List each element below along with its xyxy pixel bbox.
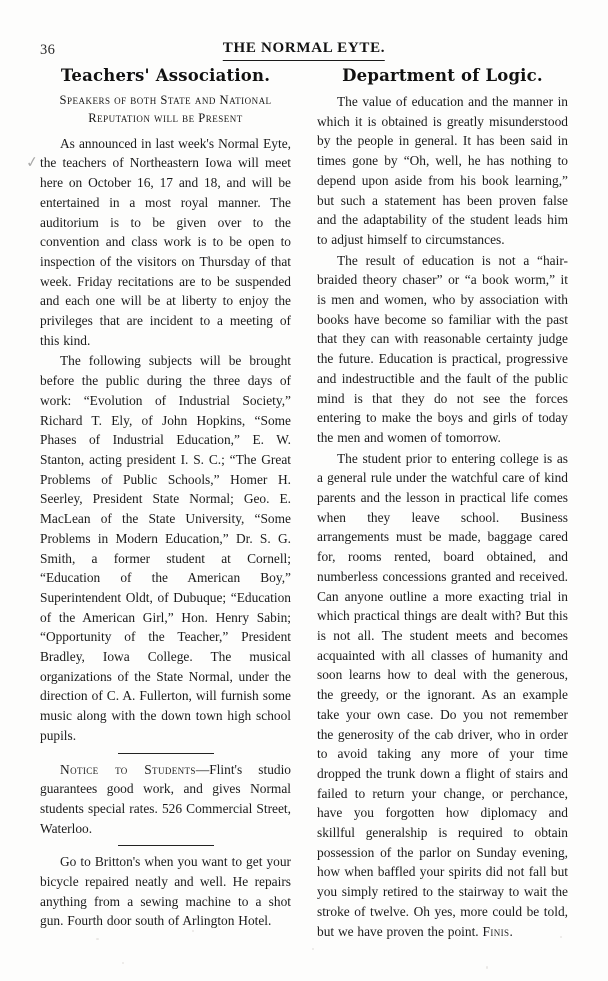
- publication-title: THE NORMAL EYTE.: [223, 40, 385, 61]
- section-divider-rule: [118, 845, 214, 846]
- advertisement-paragraph: Go to Britton's when you want to get your bicycle repaired neatly and well. He repairs anything from a sewing machine to a shot gun. Fourth door south of Arlington Hotel.: [40, 854, 291, 929]
- notice-paragraph: [40, 760, 291, 839]
- paragraph: The following subjects will be brought before the public during the three days of work: “Evolution of Industrial Society,” Richard T. Ely, of John Hopkins, “Some Phases of Industrial Education,” E. W. Stanton, acting president I. S. C.; “The Great Problems of Public Schools,” Homer H. Seerley, President State Normal; Geo. E. MacLean of the State University, “Some Problems in Modern Education,” Dr. S. G. Smith, a former student at Cornell; “Education of the American Boy,” Superintendent Oldt, of Dubuque; “Education of the American Girl,” Hon. Henry Sabin; “Opportunity of the Teacher,” President Bradley, Iowa College. The musical organizations of the State Normal, under the direction of C. A. Fullerton, will furnish some music along with the down town high school pupils.: [40, 353, 291, 743]
- left-column-heading: Teachers' Association.: [60, 65, 271, 86]
- scan-speckle: [192, 930, 194, 932]
- body-columns: [40, 66, 568, 941]
- running-head: [40, 40, 568, 64]
- margin-checkmark-annotation: ✓: [24, 154, 40, 172]
- left-column: [40, 66, 291, 941]
- finis-mark: Finis.: [482, 923, 514, 939]
- right-column-heading: Department of Logic.: [342, 65, 543, 86]
- notice-text: —Flint's studio guarantees good work, and gives Normal students special rates. 526 Commercial Street, Waterloo.: [40, 761, 291, 836]
- paragraph: The result of education is not a “hair-braided theory chaser” or “a book worm,” it is men and women, who by association with books have become so familiar with the past that they can with reasonable certainty judge the future. Education is practical, progressive and indestructible and the fault of the public mind is that they do not see the forces entering to make the boys and girls of today the men and women of tomorrow.: [317, 252, 568, 445]
- scan-speckle: [560, 936, 562, 938]
- right-column: [317, 66, 568, 941]
- section-divider-rule: [118, 753, 214, 754]
- final-paragraph-text: The student prior to entering college is as a general rule under the watchful care of kind parents and the lesson in practical life comes when they leave school. Business arrangements must be made, baggage cared for, rooms rented, board obtained, and numberless concessions granted and received. Can anyone outline a more exacting trial in which practical things are dealt with? But this is not all. The student meets and becomes acquainted with all classes of humanity and soon learns how to deal with the generous, the greedy, or the ignorant. As an example take your own case. Do you not remember the generosity of the cab driver, who in order to avoid taking any more of your time dropped the trunk down a flight of stairs and failed to return your change, or perchance, have you forgotten how diplomacy and skillful generalship is required to obtain possession of the parlor on Sunday evening, how when baffled your spirits did not fall but you simply retired to the stairway to wait the stroke of twelve. Oh yes, more could be told, but we have proven the point.: [317, 450, 568, 939]
- paragraph: As announced in last week's Normal Eyte, the teachers of Northeastern Iowa will meet here on October 16, 17 and 18, and will be entertained in a most royal manner. The auditorium is to be given over to the convention and class work is to be open to inspection of the visitors on Thursday of that week. Friday recitations are to be suspended and each one will be at liberty to enjoy the privileges that are incident to a meeting of this kind.: [40, 135, 291, 348]
- final-paragraph: [317, 449, 568, 942]
- left-column-subheading: Speakers of both State and National Reputation will be Present: [59, 93, 272, 125]
- page-number: 36: [40, 42, 56, 58]
- scan-speckle: [96, 938, 99, 940]
- scan-speckle: [486, 966, 488, 969]
- notice-label: Notice to Students: [60, 761, 196, 777]
- scan-speckle: [122, 962, 124, 964]
- scan-speckle: [312, 948, 314, 950]
- paragraph: The value of education and the manner in which it is obtained is greatly misunderstood by the people in general. It has been said in times gone by “Oh, well, he has nothing to depend upon aside from his book learning,” but such a statement has been proven false and the adaptability of the student leads him to adjust himself to circumstances.: [317, 94, 568, 247]
